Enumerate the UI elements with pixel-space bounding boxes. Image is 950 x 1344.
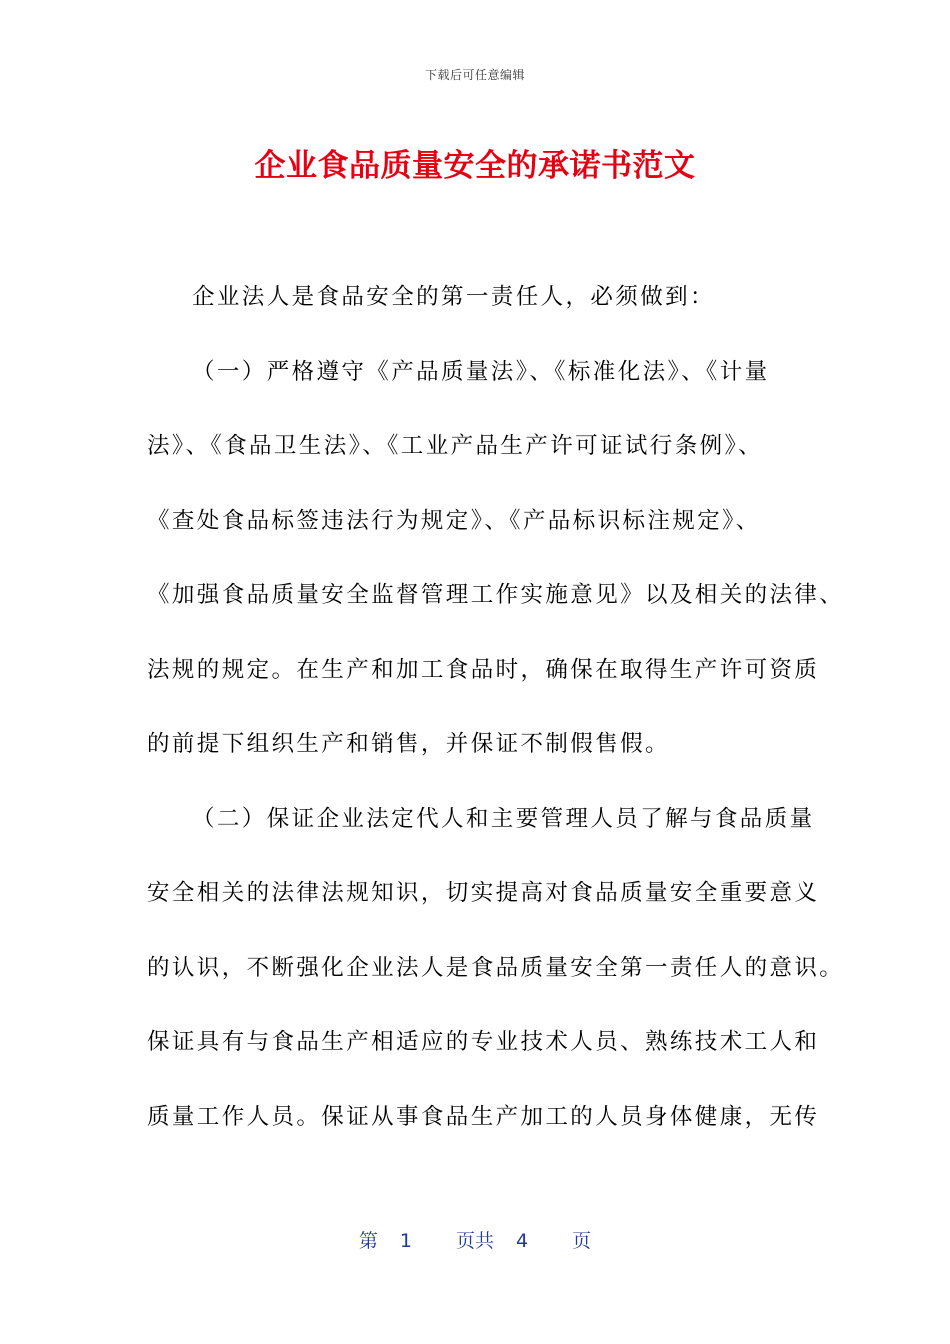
document-body	[147, 262, 845, 1156]
header-note: 下载后可任意编辑	[424, 68, 525, 82]
body-line: 质量工作人员。保证从事食品生产加工的人员身体健康，无传	[147, 1103, 820, 1130]
footer-middle: 页共	[455, 1230, 494, 1252]
document-title: 企业食品质量安全的承诺书范文	[254, 148, 696, 184]
body-line: 企业法人是食品安全的第一责任人，必须做到：	[192, 284, 715, 310]
body-line: 的认识，不断强化企业法人是食品质量安全第一责任人的意识。	[147, 954, 845, 981]
body-line: 《查处食品标签违法行为规定》、《产品标识标注规定》、	[147, 507, 761, 534]
footer-suffix: 页	[572, 1230, 592, 1252]
body-line: （一）严格遵守《产品质量法》、《标准化法》、《计量	[192, 358, 770, 385]
body-line: （二）保证企业法定代人和主要管理人员了解与食品质量	[192, 805, 815, 832]
footer-page-number: 1	[399, 1230, 412, 1252]
body-line: 《加强食品质量安全监督管理工作实施意见》以及相关的法律、	[147, 582, 845, 608]
body-line: 安全相关的法律法规知识，切实提高对食品质量安全重要意义	[147, 880, 820, 906]
footer-prefix: 第	[358, 1230, 378, 1252]
body-line: 法规的规定。在生产和加工食品时，确保在取得生产许可资质	[147, 656, 820, 683]
footer-total-pages: 4	[516, 1230, 529, 1252]
body-line: 的前提下组织生产和销售，并保证不制假售假。	[147, 731, 670, 757]
body-line: 法》、《食品卫生法》、《工业产品生产许可证试行条例》、	[147, 433, 764, 459]
page-footer	[0, 1226, 950, 1253]
body-line: 保证具有与食品生产相适应的专业技术人员、熟练技术工人和	[147, 1029, 820, 1055]
